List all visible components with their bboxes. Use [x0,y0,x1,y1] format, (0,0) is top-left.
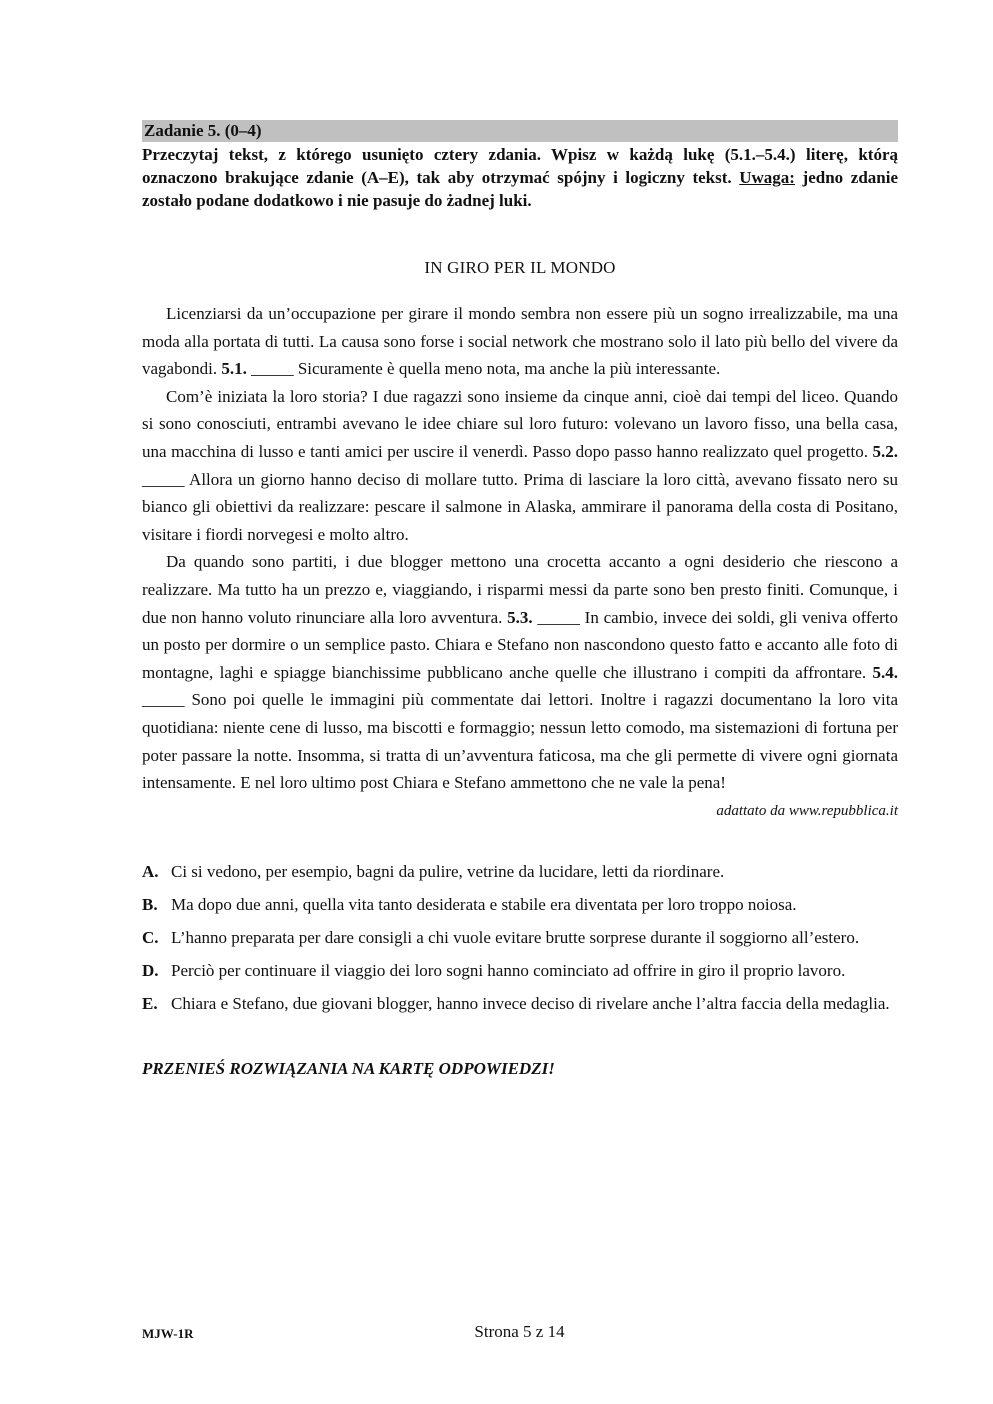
gap-5-2-blank: _____ [142,469,185,489]
gap-5-3-number: 5.3. [507,607,533,627]
gap-5-2-number: 5.2. [872,441,898,461]
footer-exam-code: MJW-1R [142,1326,194,1341]
task-instruction [142,143,898,212]
paragraph-1-text: Licenziarsi da un’occupazione per girare il mondo sembra non essere più un sogno irrealizzabile, ma una moda alla portata di tutti. La causa sono forse i social network che mostrano solo il lato più bello del vivere da vagabondi. [142,304,898,379]
gap-5-4-blank: _____ [142,690,185,710]
option-letter: C. [142,927,159,947]
paragraph-3 [142,548,898,796]
option-a [142,860,898,883]
instruction-main: Przeczytaj tekst, z którego usunięto cztery zdania. Wpisz w każdą lukę (5.1.–5.4.) literę, którą oznaczono brakujące zdanie (A–E), tak aby otrzymać spójny i logiczny tekst. [142,145,898,187]
option-text: Perciò per continuare il viaggio dei loro sogni hanno cominciato ad offrire in giro il proprio lavoro. [171,960,846,980]
gap-5-4-number: 5.4. [872,662,898,682]
text-title: IN GIRO PER IL MONDO [424,258,616,277]
paragraph-2-text: Com’è iniziata la loro storia? I due ragazzi sono insieme da cinque anni, cioè dai tempi del liceo. Quando si sono conosciuti, entrambi avevano le idee chiare sul loro futuro: volevano un lavoro fisso, una bella casa, una macchina di lusso e tanti amici per uscire il venerdì. Passo dopo passo hanno realizzato quel progetto. [142,386,898,461]
option-c [142,926,898,949]
instruction-note-label: Uwaga: [739,168,795,187]
gap-5-1-blank: _____ [251,359,294,379]
paragraph-3-text-end: Sono poi quelle le immagini più commentate dai lettori. Inoltre i ragazzi documentano la loro vita quotidiana: niente cene di lusso, ma biscotti e formaggio; nessun letto comodo, ma sistemazioni di fortuna per poter passare la notte. Insomma, si tratta di un’avventura faticosa, ma che gli permette di vivere ogni giornata intensamente. E nel loro ultimo post Chiara e Stefano ammettono che ne vale la pena! [142,690,898,793]
paragraph-2 [142,383,898,549]
paragraph-1-text-end: Sicuramente è quella meno nota, ma anche la più interessante. [293,359,721,379]
option-letter: B. [142,894,158,914]
gap-5-3-blank: _____ [537,607,580,627]
text-source: adattato da www.repubblica.it [716,802,898,819]
option-text: Chiara e Stefano, due giovani blogger, hanno invece deciso di rivelare anche l’altra faccia della medaglia. [171,993,890,1013]
option-d [142,959,898,982]
task-header: Zadanie 5. (0–4) [142,120,898,142]
options-list [142,860,898,1015]
paragraph-1 [142,300,898,383]
exam-page [142,120,898,1079]
transfer-note: PRZENIEŚ ROZWIĄZANIA NA KARTĘ ODPOWIEDZI! [142,1058,555,1078]
option-letter: A. [142,861,159,881]
option-e [142,992,898,1015]
option-text: Ci si vedono, per esempio, bagni da pulire, vetrine da lucidare, letti da riordinare. [171,861,725,881]
instruction-note: jedno zdanie zostało podane dodatkowo i nie pasuje do żadnej luki. [142,168,898,210]
option-letter: E. [142,993,158,1013]
gap-5-1-number: 5.1. [221,359,247,379]
option-text: Ma dopo due anni, quella vita tanto desiderata e stabile era diventata per loro troppo noiosa. [171,894,797,914]
paragraph-3-text: Da quando sono partiti, i due blogger mettono una crocetta accanto a ogni desiderio che riescono a realizzare. Ma tutto ha un prezzo e, viaggiando, i risparmi messi da parte sono ben presto finiti. Comunque, i due non hanno voluto rinunciare alla loro avventura. [142,552,898,627]
paragraph-2-text-end: Allora un giorno hanno deciso di mollare tutto. Prima di lasciare la loro città, avevano fissato nero su bianco gli obiettivi da realizzare: pescare il salmone in Alaska, ammirare il panorama della costa di Positano, visitare i fiordi norvegesi e molto altro. [142,469,898,544]
footer-page-number: Strona 5 z 14 [474,1322,565,1341]
paragraph-3-text-mid: In cambio, invece dei soldi, gli veniva offerto un posto per dormire o un semplice pasto. Chiara e Stefano non nascondono questo fatto e accanto alle foto di montagne, laghi e spiagge bianchissime pubblicano anche quelle che illustrano i compiti da affrontare. [142,607,899,682]
option-letter: D. [142,960,159,980]
option-b [142,893,898,916]
option-text: L’hanno preparata per dare consigli a chi vuole evitare brutte sorprese durante il soggiorno all’estero. [171,927,860,947]
